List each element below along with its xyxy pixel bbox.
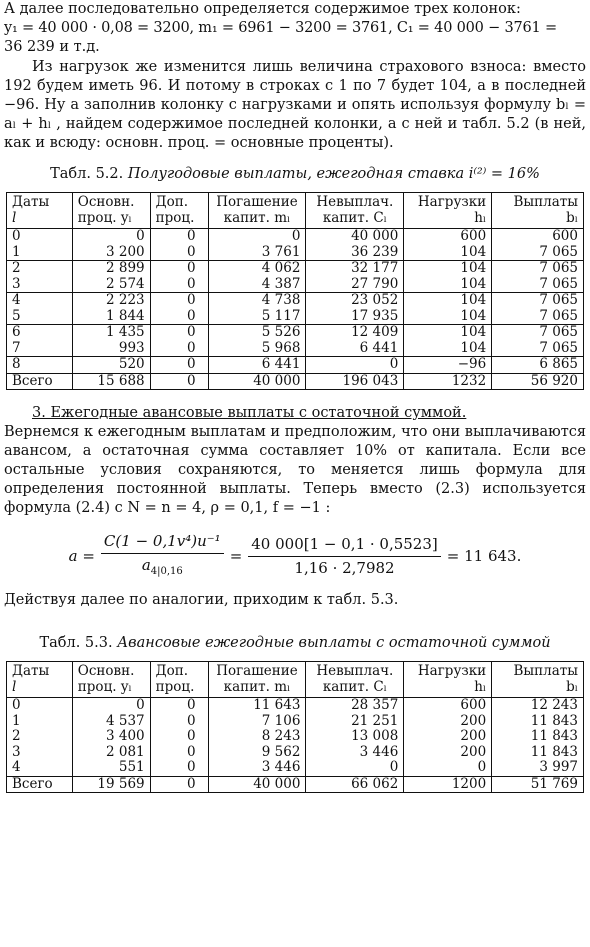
table-row (7, 293, 584, 309)
table2-cell: 3 400 (72, 729, 150, 745)
table1-cell: 0 (306, 357, 404, 374)
table1-cell: 6 441 (208, 357, 306, 374)
table2-cell: 9 562 (208, 745, 306, 761)
table2-cell: 3 997 (492, 760, 584, 776)
table2-header-col-5-line-1: hₗ (474, 678, 487, 695)
table1-cell: 0 (150, 357, 208, 374)
table1-cell: 12 409 (306, 325, 404, 341)
table1-cell: 1 435 (72, 325, 150, 341)
table2-header-col-2-line-0: Доп. (155, 663, 189, 679)
table-row (7, 745, 584, 761)
table-row (7, 714, 584, 730)
table2-cell: 40 000 (208, 776, 306, 793)
table2-header-col-0 (7, 662, 73, 698)
table2-header-col-2-line-1: проц. (155, 678, 195, 695)
table2-header-col-1-line-0: Основн. (77, 663, 135, 679)
section-3-paragraph: Вернемся к ежегодным выплатам и предположим, что они выплачиваются авансом, а остаточная сумма составляет 10% от капитала. Если все остальные условия сохраняются, то меняется лишь формула для определения постоянной выплаты. Теперь вместо (2.3) используется формула (2.4) с N = n = 4, ρ = 0,1, f = −1 : (4, 424, 586, 516)
table2-cell: 1 (7, 714, 73, 730)
formula-block (4, 532, 586, 581)
table-row (7, 277, 584, 293)
table1-cell: 17 935 (306, 309, 404, 325)
table1-header-col-1-line-0: Основн. (77, 194, 135, 210)
table2-header-col-4 (306, 662, 404, 698)
table2-cell: 0 (306, 760, 404, 776)
table1-cell: 993 (72, 341, 150, 357)
table2-cell: 11 643 (208, 698, 306, 714)
table1-header-col-3-line-0: Погашение (216, 194, 298, 210)
table1-cell: 7 065 (492, 341, 584, 357)
table1-cell: 0 (72, 229, 150, 245)
table2-cell: 28 357 (306, 698, 404, 714)
table1-cell: 196 043 (306, 373, 404, 390)
table-row (7, 357, 584, 374)
table1-cell: 36 239 (306, 245, 404, 261)
annuity-subscript: 4|0,16 (150, 566, 183, 577)
table1-cell: 7 065 (492, 245, 584, 261)
table1-header-col-2-line-0: Доп. (155, 194, 189, 210)
table1-header-col-1 (72, 193, 150, 229)
table2-header-col-4-line-1: капит. Cₗ (322, 678, 387, 695)
table2-header-col-2 (150, 662, 208, 698)
table2-cell: 2 081 (72, 745, 150, 761)
table2-caption-title: Авансовые ежегодные выплаты с остаточной суммой (117, 635, 551, 651)
table1-cell: 7 065 (492, 261, 584, 277)
table1-cell: 6 (7, 325, 73, 341)
table1-caption-title: Полугодовые выплаты, ежегодная ставка (127, 166, 465, 182)
table-row (7, 325, 584, 341)
section-3-after: Действуя далее по аналогии, приходим к табл. 5.3. (4, 592, 399, 608)
intro-equation-line: y₁ = 40 000 · 0,08 = 3200, m₁ = 6961 − 3200 = 3761, C₁ = 40 000 − 3761 = (4, 20, 557, 36)
table2-cell: 0 (404, 760, 492, 776)
table2-cell: 21 251 (306, 714, 404, 730)
table2-cell: 11 843 (492, 729, 584, 745)
table2-cell: 13 008 (306, 729, 404, 745)
table2-cell: Всего (7, 776, 73, 793)
table1-cell: Всего (7, 373, 73, 390)
table2-cell: 12 243 (492, 698, 584, 714)
table1-caption-formula: i⁽²⁾ = 16% (468, 166, 540, 182)
table1-cell: 2 223 (72, 293, 150, 309)
table2-cell: 0 (150, 776, 208, 793)
table1-cell: 104 (404, 309, 492, 325)
table1-cell: 3 761 (208, 245, 306, 261)
table2-cell: 0 (7, 698, 73, 714)
table-row (7, 309, 584, 325)
table1-cell: 0 (150, 277, 208, 293)
table2-cell: 3 446 (306, 745, 404, 761)
table-row (7, 729, 584, 745)
table1-cell: 7 065 (492, 309, 584, 325)
table1-cell: 0 (150, 293, 208, 309)
table1-caption-prefix: Табл. 5.2. (50, 166, 124, 182)
table1-cell: 0 (7, 229, 73, 245)
table2-header-col-4-line-0: Невыплач. (316, 663, 394, 679)
table2-cell: 0 (150, 729, 208, 745)
table2-cell: 551 (72, 760, 150, 776)
table2-cell: 0 (150, 698, 208, 714)
table1-cell: 5 117 (208, 309, 306, 325)
table2-cell: 200 (404, 714, 492, 730)
table2-header-col-6-line-1: bₗ (566, 678, 578, 695)
table1-cell: 6 865 (492, 357, 584, 374)
table1-cell: 1 844 (72, 309, 150, 325)
table1-header-col-3 (208, 193, 306, 229)
formula-fraction-1-numerator: C(1 − 0,1v⁴)u⁻¹ (101, 532, 224, 554)
table1-header-col-6-line-1: bₗ (566, 209, 578, 226)
table-row (7, 261, 584, 277)
table1-cell: 0 (150, 373, 208, 390)
table1-cell: 23 052 (306, 293, 404, 309)
table1-cell: 5 (7, 309, 73, 325)
table1-cell: 40 000 (208, 373, 306, 390)
table1-cell: 7 065 (492, 277, 584, 293)
table1-cell: 4 387 (208, 277, 306, 293)
table1-cell: 600 (492, 229, 584, 245)
table2-header-col-6 (492, 662, 584, 698)
table1-header-col-6 (492, 193, 584, 229)
table2-cell: 51 769 (492, 776, 584, 793)
table-row (7, 373, 584, 390)
table1-cell: 40 000 (306, 229, 404, 245)
intro-equation-continuation: 36 239 и т.д. (4, 39, 100, 55)
table1-header-col-4-line-1: капит. Cₗ (322, 209, 387, 226)
table2-cell: 4 (7, 760, 73, 776)
formula-fraction-1 (101, 532, 224, 581)
table1-cell: 3 (7, 277, 73, 293)
table2-caption-prefix: Табл. 5.3. (39, 635, 113, 651)
table1-caption (4, 165, 586, 184)
formula-fraction-2-denominator: 1,16 · 2,7982 (294, 559, 395, 577)
table1-cell: 4 738 (208, 293, 306, 309)
table2-cell: 3 (7, 745, 73, 761)
table2-cell: 200 (404, 745, 492, 761)
table1-cell: 104 (404, 341, 492, 357)
table1-header-col-5-line-0: Нагрузки (417, 194, 487, 210)
table1-cell: 7 065 (492, 325, 584, 341)
table1-cell: 56 920 (492, 373, 584, 390)
table2-header-col-5 (404, 662, 492, 698)
table1-header-col-2 (150, 193, 208, 229)
table1-cell: 0 (150, 309, 208, 325)
table1-header-col-0-line-1: l (12, 209, 17, 226)
table1-cell: 0 (150, 245, 208, 261)
table2-cell: 66 062 (306, 776, 404, 793)
table1-header-col-5 (404, 193, 492, 229)
table2-header-col-6-line-0: Выплаты (513, 663, 578, 679)
table1-cell: 32 177 (306, 261, 404, 277)
table1-cell: 5 526 (208, 325, 306, 341)
table1-cell: 1232 (404, 373, 492, 390)
table1-header-col-0-line-0: Даты (12, 194, 50, 210)
table2-cell: 0 (72, 698, 150, 714)
table2-cell: 7 106 (208, 714, 306, 730)
table1-cell: 104 (404, 293, 492, 309)
table-row (7, 245, 584, 261)
table2-header-col-0-line-1: l (12, 678, 17, 695)
table1-cell: 1 (7, 245, 73, 261)
table1-cell: 104 (404, 325, 492, 341)
table2-cell: 600 (404, 698, 492, 714)
table2-header-col-1 (72, 662, 150, 698)
formula-result: = 11 643. (446, 547, 522, 565)
table1-cell: −96 (404, 357, 492, 374)
table-5-2 (6, 192, 584, 390)
formula-fraction-1-denominator (142, 554, 183, 581)
table1-cell: 5 968 (208, 341, 306, 357)
annuity-symbol: a (141, 556, 151, 574)
table2-cell: 19 569 (72, 776, 150, 793)
table1-header-col-6-line-0: Выплаты (513, 194, 578, 210)
table1-cell: 520 (72, 357, 150, 374)
table2-cell: 4 537 (72, 714, 150, 730)
table1-header-col-4 (306, 193, 404, 229)
table1-header-col-2-line-1: проц. (155, 209, 195, 226)
table2-caption (4, 634, 586, 653)
table-row (7, 698, 584, 714)
table-row (7, 229, 584, 245)
table2-cell: 200 (404, 729, 492, 745)
section-3-heading-text: 3. Ежегодные авансовые выплаты с остаточной суммой. (32, 405, 467, 421)
table-row (7, 776, 584, 793)
table1-cell: 0 (150, 341, 208, 357)
formula-fraction-2 (248, 535, 440, 578)
formula-equals: = (229, 547, 243, 565)
table2-cell: 8 243 (208, 729, 306, 745)
table2-cell: 2 (7, 729, 73, 745)
intro-line-1: А далее последовательно определяется содержимое трех колонок: (4, 1, 521, 17)
intro-paragraph: Из нагрузок же изменится лишь величина страхового взноса: вместо 192 будем иметь 96. И потому в строках с 1 по 7 будет 104, а в последней −96. Ну а заполнив колонку с нагрузками и опять используя формулу bₗ = aₗ + hₗ , найдем содержимое последней колонки, а с ней и табл. 5.2 (в ней, как и всюду: основн. проц. = основные проценты). (4, 59, 586, 151)
table2-cell: 0 (150, 760, 208, 776)
table-5-3 (6, 661, 584, 793)
table1-header-col-4-line-0: Невыплач. (316, 194, 394, 210)
table1-cell: 6 441 (306, 341, 404, 357)
table1-cell: 0 (150, 325, 208, 341)
table1-cell: 2 (7, 261, 73, 277)
table1-header-col-1-line-1: проц. yₗ (77, 209, 132, 226)
table1-cell: 4 (7, 293, 73, 309)
table-row (7, 341, 584, 357)
table1-cell: 0 (150, 229, 208, 245)
table2-cell: 1200 (404, 776, 492, 793)
table1-cell: 2 899 (72, 261, 150, 277)
table1-cell: 0 (208, 229, 306, 245)
section-3-heading (4, 404, 586, 423)
table1-cell: 104 (404, 245, 492, 261)
table1-header-col-5-line-1: hₗ (474, 209, 487, 226)
table1-cell: 104 (404, 277, 492, 293)
table2-header-col-5-line-0: Нагрузки (417, 663, 487, 679)
table2-header-col-0-line-0: Даты (12, 663, 50, 679)
table1-cell: 15 688 (72, 373, 150, 390)
table2-cell: 11 843 (492, 745, 584, 761)
table2-cell: 11 843 (492, 714, 584, 730)
table2-header-col-3 (208, 662, 306, 698)
table1-cell: 8 (7, 357, 73, 374)
table2-header-col-3-line-1: капит. mₗ (223, 678, 291, 695)
formula-fraction-2-numerator: 40 000[1 − 0,1 · 0,5523] (248, 535, 440, 557)
table2-cell: 0 (150, 745, 208, 761)
table1-cell: 7 065 (492, 293, 584, 309)
table1-cell: 104 (404, 261, 492, 277)
table-row (7, 760, 584, 776)
table1-cell: 27 790 (306, 277, 404, 293)
table2-cell: 3 446 (208, 760, 306, 776)
table1-cell: 2 574 (72, 277, 150, 293)
table1-cell: 3 200 (72, 245, 150, 261)
table1-header-col-3-line-1: капит. mₗ (223, 209, 291, 226)
table1-cell: 600 (404, 229, 492, 245)
table1-cell: 7 (7, 341, 73, 357)
table2-cell: 0 (150, 714, 208, 730)
table1-cell: 0 (150, 261, 208, 277)
table1-cell: 4 062 (208, 261, 306, 277)
intro-block (4, 0, 586, 153)
table1-header-col-0 (7, 193, 73, 229)
table2-header-col-1-line-1: проц. yₗ (77, 678, 132, 695)
section-3 (4, 404, 586, 610)
formula-lhs: a = (68, 547, 95, 565)
table2-header-col-3-line-0: Погашение (216, 663, 298, 679)
